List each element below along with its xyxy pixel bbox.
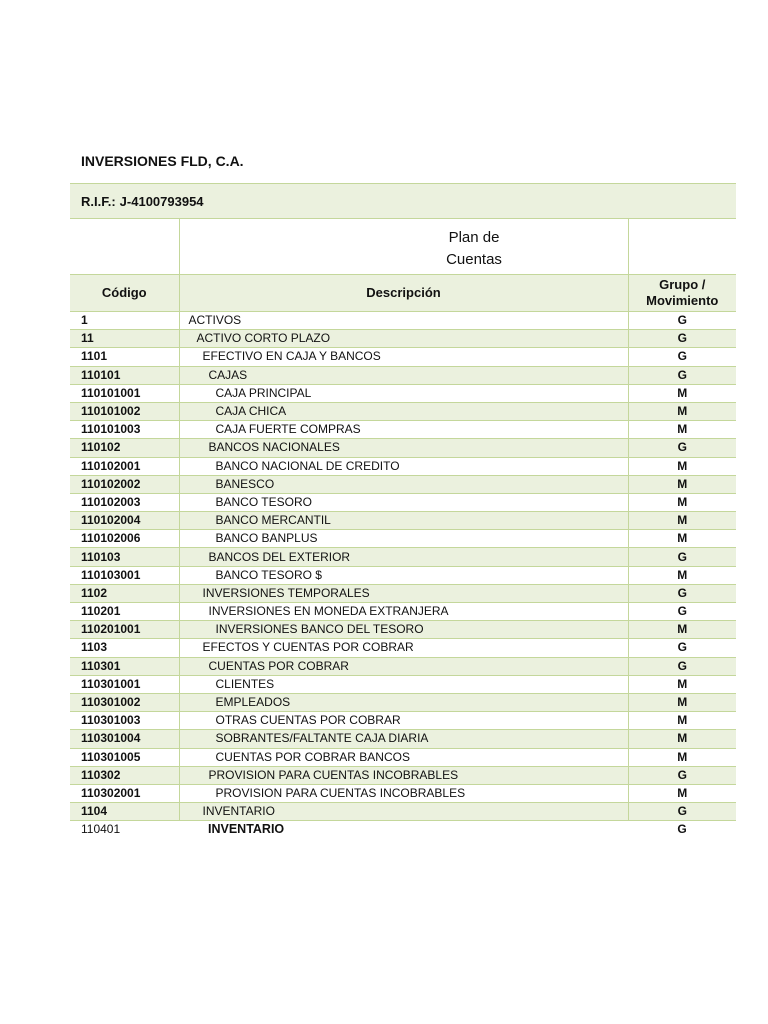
account-description: INVERSIONES EN MONEDA EXTRANJERA bbox=[179, 603, 628, 621]
table-row bbox=[70, 821, 736, 839]
rif-line bbox=[81, 194, 204, 209]
account-description: BANESCO bbox=[179, 475, 628, 493]
account-description: CAJA FUERTE COMPRAS bbox=[179, 421, 628, 439]
account-type: G bbox=[628, 803, 736, 821]
account-type: G bbox=[628, 603, 736, 621]
account-code: 1103 bbox=[70, 639, 179, 657]
account-code: 110301 bbox=[70, 657, 179, 675]
account-code: 110401 bbox=[70, 821, 179, 839]
account-description: ACTIVO CORTO PLAZO bbox=[179, 330, 628, 348]
accounts-table bbox=[70, 274, 736, 838]
account-type: G bbox=[628, 312, 736, 330]
account-code: 110301001 bbox=[70, 675, 179, 693]
account-type: M bbox=[628, 457, 736, 475]
account-code: 110102003 bbox=[70, 493, 179, 511]
table-row bbox=[70, 657, 736, 675]
account-type: M bbox=[628, 712, 736, 730]
account-description: BANCOS DEL EXTERIOR bbox=[179, 548, 628, 566]
table-row bbox=[70, 621, 736, 639]
account-type: M bbox=[628, 748, 736, 766]
account-description: BANCO MERCANTIL bbox=[179, 512, 628, 530]
account-code: 110103001 bbox=[70, 566, 179, 584]
account-type: M bbox=[628, 493, 736, 511]
table-row bbox=[70, 475, 736, 493]
account-code: 110201 bbox=[70, 603, 179, 621]
account-type: G bbox=[628, 584, 736, 602]
account-description: ACTIVOS bbox=[179, 312, 628, 330]
table-row bbox=[70, 693, 736, 711]
account-type: G bbox=[628, 366, 736, 384]
account-type: M bbox=[628, 730, 736, 748]
account-code: 110301005 bbox=[70, 748, 179, 766]
title-line-2: Cuentas bbox=[446, 251, 502, 268]
table-row bbox=[70, 748, 736, 766]
account-description: EMPLEADOS bbox=[179, 693, 628, 711]
table-row bbox=[70, 675, 736, 693]
account-code: 110302 bbox=[70, 766, 179, 784]
account-description: INVENTARIO bbox=[179, 821, 628, 839]
account-description: SOBRANTES/FALTANTE CAJA DIARIA bbox=[179, 730, 628, 748]
account-description: BANCO BANPLUS bbox=[179, 530, 628, 548]
account-description: BANCO NACIONAL DE CREDITO bbox=[179, 457, 628, 475]
account-type: G bbox=[628, 439, 736, 457]
account-code: 110101001 bbox=[70, 384, 179, 402]
header-group-line: Grupo / bbox=[659, 277, 706, 292]
account-code: 1 bbox=[70, 312, 179, 330]
account-description: CUENTAS POR COBRAR bbox=[179, 657, 628, 675]
rif-band bbox=[70, 183, 736, 219]
table-row bbox=[70, 402, 736, 420]
account-code: 110302001 bbox=[70, 784, 179, 802]
account-code: 110301004 bbox=[70, 730, 179, 748]
account-code: 1101 bbox=[70, 348, 179, 366]
table-row bbox=[70, 493, 736, 511]
account-type: M bbox=[628, 384, 736, 402]
account-type: G bbox=[628, 657, 736, 675]
table-row bbox=[70, 512, 736, 530]
account-description: CLIENTES bbox=[179, 675, 628, 693]
account-code: 110102 bbox=[70, 439, 179, 457]
account-code: 1104 bbox=[70, 803, 179, 821]
account-code: 110102002 bbox=[70, 475, 179, 493]
account-type: M bbox=[628, 475, 736, 493]
account-type: M bbox=[628, 402, 736, 420]
company-name: INVERSIONES FLD, C.A. bbox=[81, 153, 244, 169]
account-type: G bbox=[628, 348, 736, 366]
table-row bbox=[70, 766, 736, 784]
account-description: CAJAS bbox=[179, 366, 628, 384]
account-code: 110103 bbox=[70, 548, 179, 566]
account-code: 110101002 bbox=[70, 402, 179, 420]
header-movement-line: Movimiento bbox=[646, 293, 719, 308]
account-type: M bbox=[628, 512, 736, 530]
table-row bbox=[70, 784, 736, 802]
account-description: EFECTOS Y CUENTAS POR COBRAR bbox=[179, 639, 628, 657]
table-row bbox=[70, 803, 736, 821]
account-type: M bbox=[628, 675, 736, 693]
table-row bbox=[70, 566, 736, 584]
table-row bbox=[70, 312, 736, 330]
account-description: INVERSIONES BANCO DEL TESORO bbox=[179, 621, 628, 639]
account-type: G bbox=[628, 639, 736, 657]
account-description: INVERSIONES TEMPORALES bbox=[179, 584, 628, 602]
account-code: 110102006 bbox=[70, 530, 179, 548]
table-row bbox=[70, 384, 736, 402]
account-description: PROVISION PARA CUENTAS INCOBRABLES bbox=[179, 784, 628, 802]
account-description: BANCOS NACIONALES bbox=[179, 439, 628, 457]
account-type: M bbox=[628, 530, 736, 548]
table-row bbox=[70, 421, 736, 439]
title-row bbox=[70, 219, 736, 274]
table-row bbox=[70, 457, 736, 475]
account-type: M bbox=[628, 421, 736, 439]
account-type: M bbox=[628, 566, 736, 584]
account-description: CAJA CHICA bbox=[179, 402, 628, 420]
table-row bbox=[70, 584, 736, 602]
account-code: 110301003 bbox=[70, 712, 179, 730]
account-description: EFECTIVO EN CAJA Y BANCOS bbox=[179, 348, 628, 366]
account-code: 11 bbox=[70, 330, 179, 348]
table-row bbox=[70, 603, 736, 621]
account-code: 110101003 bbox=[70, 421, 179, 439]
table-row bbox=[70, 530, 736, 548]
account-type: G bbox=[628, 821, 736, 839]
table-row bbox=[70, 439, 736, 457]
account-description: BANCO TESORO $ bbox=[179, 566, 628, 584]
account-type: M bbox=[628, 693, 736, 711]
header-row bbox=[70, 275, 736, 312]
account-description: INVENTARIO bbox=[179, 803, 628, 821]
account-code: 110101 bbox=[70, 366, 179, 384]
account-description: OTRAS CUENTAS POR COBRAR bbox=[179, 712, 628, 730]
document-title bbox=[250, 227, 698, 271]
account-type: G bbox=[628, 330, 736, 348]
account-code: 110301002 bbox=[70, 693, 179, 711]
account-code: 110102001 bbox=[70, 457, 179, 475]
account-description: CAJA PRINCIPAL bbox=[179, 384, 628, 402]
account-code: 110201001 bbox=[70, 621, 179, 639]
header-description: Descripción bbox=[179, 275, 628, 312]
account-description: PROVISION PARA CUENTAS INCOBRABLES bbox=[179, 766, 628, 784]
account-type: G bbox=[628, 766, 736, 784]
table-row bbox=[70, 639, 736, 657]
account-type: M bbox=[628, 621, 736, 639]
title-line-1: Plan de bbox=[448, 229, 500, 246]
account-description: BANCO TESORO bbox=[179, 493, 628, 511]
account-code: 1102 bbox=[70, 584, 179, 602]
account-type: G bbox=[628, 548, 736, 566]
account-description: CUENTAS POR COBRAR BANCOS bbox=[179, 748, 628, 766]
header-group-movement bbox=[628, 275, 736, 312]
account-code: 110102004 bbox=[70, 512, 179, 530]
table-row bbox=[70, 712, 736, 730]
table-row bbox=[70, 348, 736, 366]
rif-label: R.I.F.: bbox=[81, 194, 116, 209]
account-type: M bbox=[628, 784, 736, 802]
table-row bbox=[70, 730, 736, 748]
table-row bbox=[70, 330, 736, 348]
table-row bbox=[70, 366, 736, 384]
rif-number: J-4100793954 bbox=[119, 194, 204, 209]
header-code: Código bbox=[70, 275, 179, 312]
table-row bbox=[70, 548, 736, 566]
